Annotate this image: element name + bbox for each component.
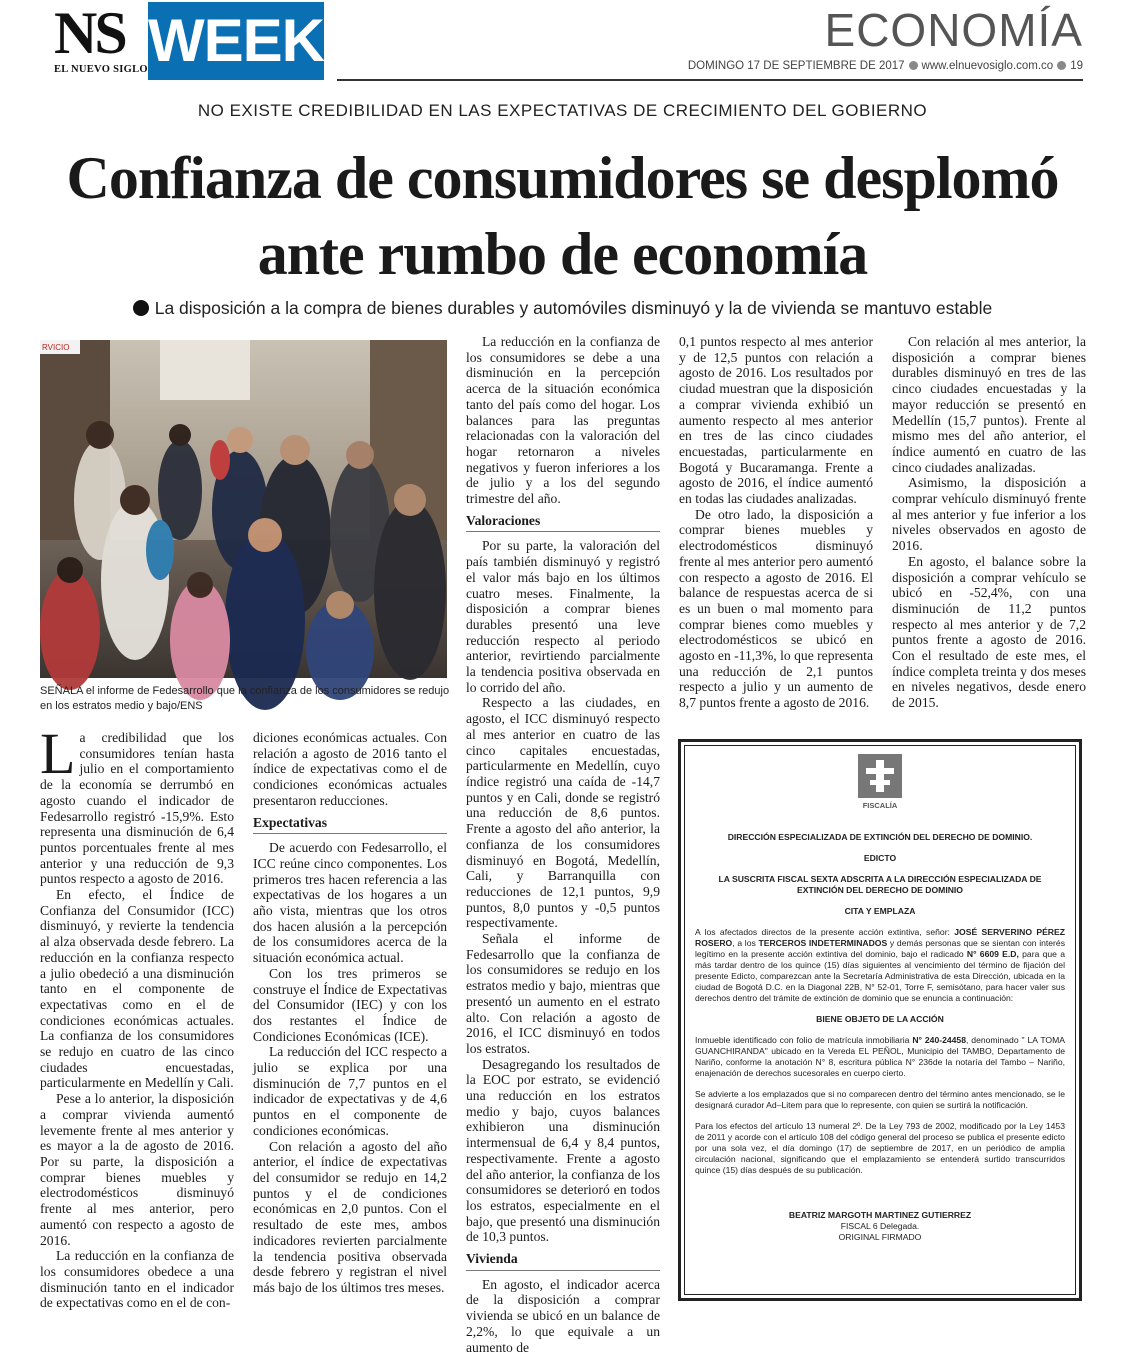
bullet-icon [133, 300, 149, 316]
article-paragraph: La reducción del ICC respecto a julio se explica por una disminución de 7,7 puntos en el indicador de expectativas y de 4,6 puntos en el componente de condiciones económicas. [253, 1044, 447, 1138]
article-paragraph: Señala el informe de Fedesarrollo que la confianza de los consumidores se redujo en los estratos medio y bajo, mientras que presentó un aumento en el estrato alto. Con relación a agosto de 2016, el ICC disminuyó en todos los estratos. [466, 931, 660, 1056]
edicto-title-fiscal: LA SUSCRITA FISCAL SEXTA ADSCRITA A LA DIRECCIÓN ESPECIALIZADA DE EXTINCIÓN DEL DERECHO DE DOMINIO [718, 874, 1042, 895]
article-paragraph: Con relación a agosto del año anterior, el índice de expectativas del consumidor se redujo en 14,2 puntos y el de condiciones económicas en 2,0 puntos. Con el resultado de este mes, ambos indicadores revierten parcialmente la tendencia positiva observada desde febrero y registran el nivel más bajo de los últimos tres meses. [253, 1138, 447, 1295]
signer-note: ORIGINAL FIRMADO [838, 1232, 922, 1242]
masthead-rule [337, 79, 1083, 81]
fiscalia-logo-icon [856, 754, 904, 812]
article-deck [0, 298, 1125, 319]
edicto-title: EDICTO [863, 853, 897, 863]
photo-sign-text: RVICIO [42, 343, 70, 352]
article-paragraph: Por su parte, la valoración del país también disminuyó y registró el valor más bajo en los últimos cuatro meses. Finalmente, la disposición a comprar bienes durables presentó una leve reducción respecto al periodo anterior, revirtiendo parcialmente la tendencia positiva observada en lo corrido del año. [466, 538, 660, 695]
edicto-paragraph-advertencia: Se advierte a los emplazados que si no comparecen dentro del término antes mencionado, se le designará curador Ad–Litem para que lo represente, con quien se surtirá la notificación. [695, 1089, 1065, 1110]
article-kicker: NO EXISTE CREDIBILIDAD EN LAS EXPECTATIVAS DE CRECIMIENTO DEL GOBIERNO [197, 101, 928, 120]
article-paragraph: Con los tres primeros se construye el Índice de Expectativas del Consumidor (IEC) y con los dos restantes el Índice de Condiciones Económicas (ICE). [253, 965, 447, 1044]
week-logo: WEEK [148, 2, 324, 80]
fiscalia-logo-label: FISCALÍA [862, 801, 898, 810]
signer-name: BEATRIZ MARGOTH MARTINEZ GUTIERREZ [788, 1210, 972, 1220]
logo-subtitle: EL NUEVO SIGLO [54, 64, 148, 75]
article-paragraph: De acuerdo con Fedesarrollo, el ICC reúne cinco componentes. Los primeros tres hacen referencia a las expectativas de los hogares a un año vista, mientras que los otros dos hacen alusión a la percepción de los consumidores acerca de la situación económica actual. [253, 840, 447, 966]
article-paragraph: La reducción en la confianza de los consumidores obedece a una disminución tanto en el indicador de expectativas como en el de con- [40, 1248, 234, 1311]
edicto-bien-title: BIENE OBJETO DE LA ACCIÓN [816, 1014, 944, 1024]
edicto-title-cita: CITA Y EMPLAZA [844, 906, 916, 916]
article-column-2 [253, 730, 447, 1308]
drop-cap: L [40, 721, 76, 786]
article-paragraph: Con relación al mes anterior, la disposición a comprar bienes durables disminuyó en tres de las cinco ciudades encuestadas y la mayor reducción se presentó en Medellín (15,7 puntos). Frente al mismo mes del año anterior, el índice aumentó en cuatro de las cinco ciudades analizadas. [892, 334, 1086, 475]
page-number: 19 [1070, 60, 1083, 72]
article-paragraph: En agosto, el indicador acerca de la disposición a comprar vivienda se ubicó en un balance de 2,2%, lo que equivale a un aumento de [466, 1276, 660, 1355]
article-paragraph: Respecto a las ciudades, en agosto, el ICC disminuyó respecto al mes anterior en cuatro de las cinco capitales encuestadas, particularmente en Medellín, cuyo índice registró una caída de -14,7 puntos y en Cali, donde se registró una reducción de 8,6 puntos. Frente a agosto del año anterior, la confianza de los consumidores disminuyó en Bogotá, Medellín, Cali, y Barranquilla con reducciones de 12,1 puntos, 9,9 puntos, 8,0 puntos y -0,5 puntos respectivamente. [466, 695, 660, 931]
edicto-paragraph-inmueble: Inmueble identificado con folio de matrícula inmobiliaria N° 240-24458, denominado " LA TOMA GUANCHIRANDA" ubicado en la Vereda EL PEÑOL, Municipio del TAMBO, Departamento de Nariño, conforme la anotación N° 8, escritura pública N° 236de la notaría del Tambo – Nariño, enajenación de derechos sucesorales en cuerpo cierto. [695, 1035, 1065, 1078]
bullet-dot-icon [1057, 61, 1066, 70]
photo-caption: SEÑALA el informe de Fedesarrollo que la confianza de los consumidores se redujo en los estratos medio y bajo/ENS [40, 685, 450, 712]
edicto-signature [695, 1210, 1065, 1243]
article-paragraph: Pese a lo anterior, la disposición a comprar vivienda aumentó levemente frente al mes anterior y es mayor a la de agosto de 2016. Por su parte, la disposición a comprar bienes muebles y electrodomésticos disminuyó frente al mes anterior, pero aumentó con respecto a agosto de 2016. [40, 1091, 234, 1248]
article-column-1 [40, 721, 234, 1311]
website-link[interactable]: www.elnuevosiglo.com.co [921, 60, 1054, 72]
deck-text: La disposición a la compra de bienes durables y automóviles disminuyó y la de vivienda se mantuvo estable [154, 298, 993, 318]
edicto-paragraph-efectos: Para los efectos del artículo 13 numeral 2º. De la Ley 793 de 2002, modificado por la Ley 1453 de 2011 y acorde con el artículo 108 del código general del proceso se publica el presente edicto por una sola vez, el día domingo (17) de septiembre de 2017, en un periódico de amplia circulación nacional, significando que el emplazamiento se entenderá surtido transcurridos quince (15) días después de su publicación. [695, 1121, 1065, 1175]
edicto-title-direccion: DIRECCIÓN ESPECIALIZADA DE EXTINCIÓN DEL DERECHO DE DOMINIO. [727, 832, 1033, 842]
subheading-expectativas: Expectativas [253, 815, 447, 835]
subheading-valoraciones: Valoraciones [466, 513, 660, 533]
crowd-photo-illustration [40, 340, 447, 678]
article-paragraph: 0,1 puntos respecto al mes anterior y de 12,5 puntos con relación a agosto de 2016. Los resultados por ciudad muestran que la disposición a comprar vivienda exhibió un aumento respecto al mes anterior en tres de las cinco ciudades encuestadas, particularmente en Bogotá y Bucaramanga. Frente a agosto de 2016, el índice aumentó en todas las ciudades analizadas. [679, 334, 873, 507]
article-column-3 [466, 334, 660, 1355]
signer-role: FISCAL 6 Delegada. [840, 1221, 920, 1231]
article-paragraph: Asimismo, la disposición a comprar vehículo disminuyó frente al mes anterior y fue inferior a los niveles observados en agosto de 2016. [892, 475, 1086, 554]
subheading-vivienda: Vivienda [466, 1251, 660, 1271]
bullet-dot-icon [909, 61, 918, 70]
article-paragraph: En efecto, el Índice de Confianza del Consumidor (ICC) disminuyó, y revierte la tendencia al alza observada desde febrero. La reducción en la confianza respecto a julio obedeció a una disminución tanto en el componente de expectativas como en el de condiciones económicas actuales. La confianza de los consumidores se redujo en cuatro de las cinco ciudades encuestadas, particularmente en Medellín y Cali. [40, 887, 234, 1091]
section-title: ECONOMÍA [824, 4, 1083, 56]
legal-notice-edicto [678, 739, 1082, 1301]
article-headline: Confianza de consumidores se desplomó ante rumbo de economía [66, 145, 1059, 287]
article-photo [40, 340, 447, 678]
article-paragraph: La credibilidad que los consumidores tenían hasta julio en el comportamiento de la economía se derrumbó en agosto cuando el indicador de Fedesarrollo registró -15,9%. Esto representa una disminución de 6,4 puntos porcentuales frente al mes anterior y una reducción de 9,3 puntos respecto a agosto de 2016. [40, 721, 234, 887]
issue-date: DOMINGO 17 DE SEPTIEMBRE DE 2017 [687, 60, 905, 72]
article-paragraph: Desagregando los resultados de la EOC por estrato, se evidenció una reducción en los estratos medio y bajo, cuyos balances exhibieron una disminución intermensual de 6,4 y 8,4 puntos, respectivamente. Frente a agosto del año anterior, la confianza de los consumidores se deterioró en todos los estratos, especialmente en el bajo, que presentó una disminución de 10,3 puntos. [466, 1056, 660, 1245]
edicto-paragraph-afectados: A los afectados directos de la presente acción extintiva, señor: JOSÉ SERVERINO PÉREZ ROSERO, a los TERCEROS INDETERMINADOS y demás personas que se sientan con interés legítimo en la presente acción extintiva del dominio, bajo el radicado N° 6609 E.D, para que a más tardar dentro de los quince (15) días siguientes al vencimiento del término de fijación del presente Edicto, comparezcan ante la Secretaría Administrativa de esta Dirección, ubicada en la ciudad de Bogotá D.C. en la Diagonal 22B, N° 52-01, Torre F, semisótano, para hacer valer sus derechos dentro del trámite de extinción de dominio que se enuncia a continuación: [695, 927, 1065, 1003]
dateline [688, 58, 1083, 74]
article-paragraph: diciones económicas actuales. Con relación a agosto de 2016 tanto el índice de expectativas como el de condiciones económicas actuales presentaron reducciones. [253, 730, 447, 808]
logo-ns-text: NS [54, 0, 125, 66]
newspaper-logo [54, 0, 148, 80]
article-column-4 [679, 334, 873, 724]
article-column-5 [892, 334, 1086, 724]
article-paragraph: En agosto, el balance sobre la disposición a comprar vehículo se ubicó en -52,4%, con una disminución de 11,2 puntos respecto al mes anterior y de 7,2 puntos frente a agosto de 2016. Con el resultado de este mes, el índice completa treinta y dos meses en niveles negativos, desde enero de 2015. [892, 553, 1086, 711]
article-paragraph: La reducción en la confianza de los consumidores se debe a una disminución en la percepción acerca de la situación económica tanto del país como del hogar. Los balances para las preguntas relacionadas con la valoración del hogar retornaron a niveles negativos y fueron inferiores a los de julio y a los del segundo trimestre del año. [466, 334, 660, 507]
article-paragraph: De otro lado, la disposición a comprar bienes muebles y electrodomésticos disminuyó frente al mes anterior pero aumentó con respecto a agosto de 2016. El balance de respuestas acerca de si es un buen o mal momento para comprar bienes como muebles y electrodomésticos se ubicó en agosto en -11,3%, lo que representa una reducción de 2,1 puntos respecto a julio y un aumento de 8,7 puntos frente a agosto de 2016. [679, 506, 873, 711]
